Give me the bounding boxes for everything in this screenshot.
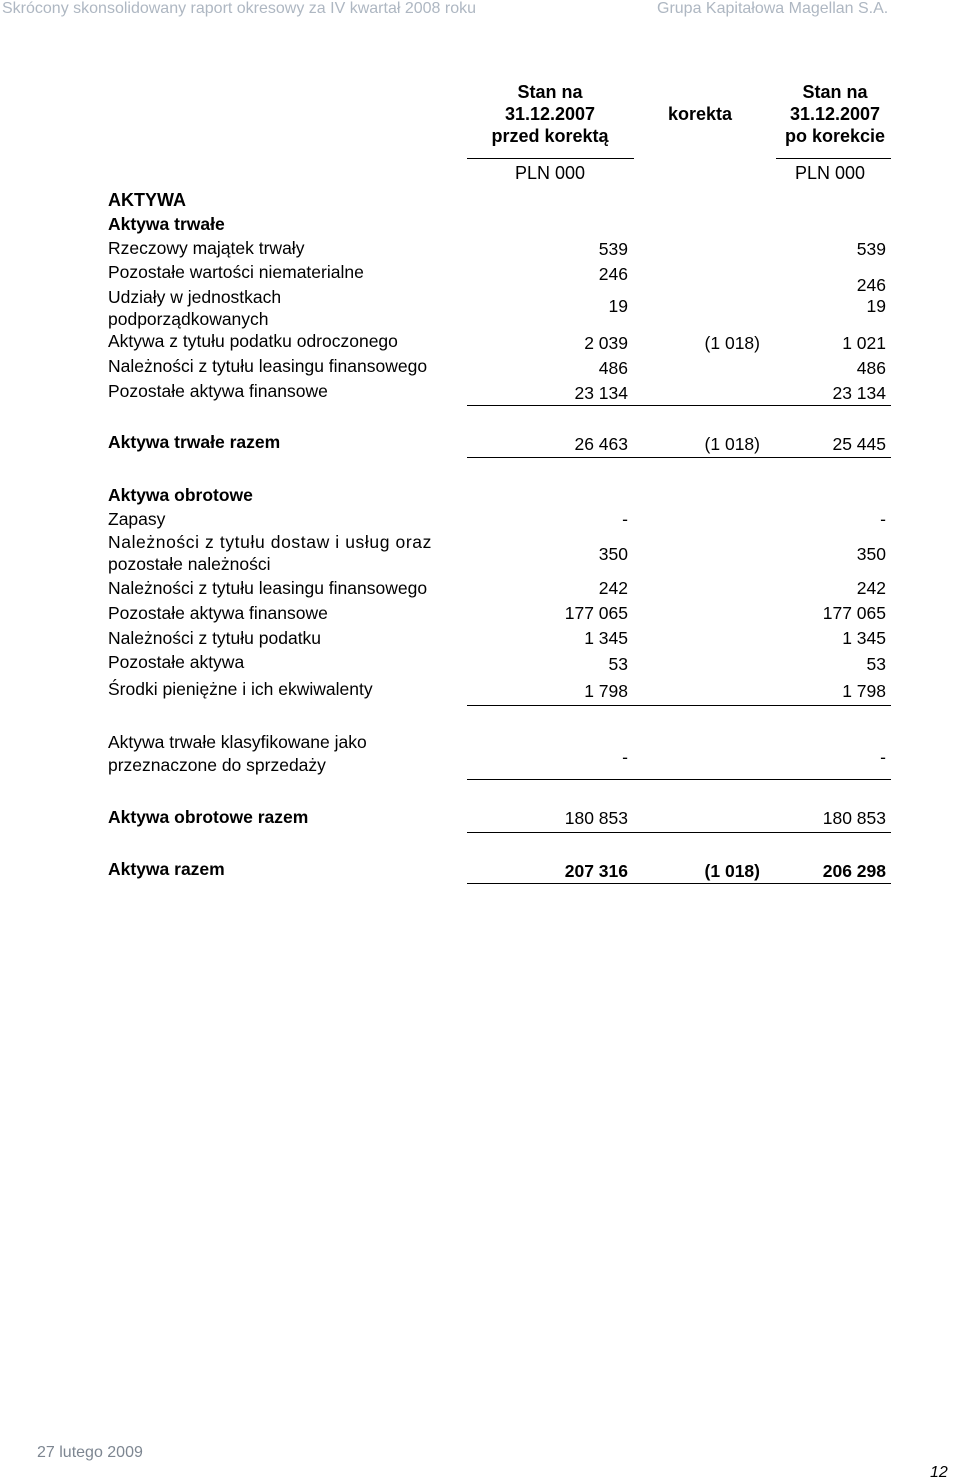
value-after: 246 xyxy=(856,275,886,295)
column-header-line: 31.12.2007 xyxy=(504,104,596,124)
section-title-current-assets: Aktywa obrotowe xyxy=(108,485,253,505)
value-after: 1 021 xyxy=(842,333,886,353)
value-before: 539 xyxy=(598,239,628,259)
value-after: 1 798 xyxy=(842,681,886,701)
company-name-header: Grupa Kapitałowa Magellan S.A. xyxy=(657,0,889,17)
currency-label: PLN 000 xyxy=(514,163,586,183)
row-label: Pozostałe wartości niematerialne xyxy=(108,262,364,282)
row-label: Udziały w jednostkach xyxy=(108,287,282,307)
value-before: 177 065 xyxy=(564,603,628,623)
value-before: 1 345 xyxy=(584,628,628,648)
value-after: 206 298 xyxy=(822,861,886,881)
value-before: 350 xyxy=(598,544,628,564)
total-rule xyxy=(467,832,891,833)
row-label: Zapasy xyxy=(108,509,166,529)
section-title-aktywa: AKTYWA xyxy=(108,190,186,210)
value-before: 19 xyxy=(608,296,628,316)
row-label-total: Aktywa trwałe razem xyxy=(108,432,281,452)
value-correction: (1 018) xyxy=(704,333,760,353)
value-after: - xyxy=(880,747,886,767)
value-before: 207 316 xyxy=(564,861,628,881)
value-before: 180 853 xyxy=(564,808,628,828)
value-before: 246 xyxy=(598,264,628,284)
value-before: 242 xyxy=(598,578,628,598)
row-label: podporządkowanych xyxy=(108,309,269,329)
row-label: Aktywa trwałe klasyfikowane jako xyxy=(108,732,367,752)
grand-total-rule xyxy=(467,883,891,884)
value-after: 539 xyxy=(856,239,886,259)
value-before: 53 xyxy=(608,654,628,674)
row-label: przeznaczone do sprzedaży xyxy=(108,755,326,775)
value-before: 23 134 xyxy=(574,383,628,403)
column-header-line: 31.12.2007 xyxy=(789,104,881,124)
value-before: 486 xyxy=(598,358,628,378)
total-rule xyxy=(467,457,891,458)
value-before: 2 039 xyxy=(584,333,628,353)
value-before: 26 463 xyxy=(574,434,628,454)
value-after: 180 853 xyxy=(822,808,886,828)
row-label: Pozostałe aktywa finansowe xyxy=(108,381,328,401)
value-before: 1 798 xyxy=(584,681,628,701)
column-header-before-correction xyxy=(470,81,630,147)
subtotal-rule xyxy=(467,779,891,780)
value-before: - xyxy=(622,509,628,529)
page-number: 12 xyxy=(930,1464,948,1481)
row-label: Pozostałe aktywa finansowe xyxy=(108,603,328,623)
row-label: Należności z tytułu podatku xyxy=(108,628,322,648)
subtotal-rule xyxy=(467,405,891,406)
currency-label: PLN 000 xyxy=(794,163,866,183)
value-after: 242 xyxy=(856,578,886,598)
row-label: Należności z tytułu dostaw i usług oraz xyxy=(108,532,432,552)
row-label: Należności z tytułu leasingu finansowego xyxy=(108,578,428,598)
row-label: Środki pieniężne i ich ekwiwalenty xyxy=(108,679,373,699)
value-after: 1 345 xyxy=(842,628,886,648)
column-header-after-correction xyxy=(760,81,910,147)
row-label: Rzeczowy majątek trwały xyxy=(108,238,305,258)
value-correction: (1 018) xyxy=(704,434,760,454)
row-label: Pozostałe aktywa xyxy=(108,652,245,672)
row-label-total: Aktywa obrotowe razem xyxy=(108,807,309,827)
column-header-line: po korekcie xyxy=(784,126,886,146)
row-label: Należności z tytułu leasingu finansowego xyxy=(108,356,428,376)
value-after: 486 xyxy=(856,358,886,378)
subtotal-rule xyxy=(467,705,891,706)
value-after: - xyxy=(880,509,886,529)
column-header-line: przed korektą xyxy=(491,126,609,146)
header-underline xyxy=(467,158,634,159)
row-label: pozostałe należności xyxy=(108,554,271,574)
value-after: 177 065 xyxy=(822,603,886,623)
value-after: 19 xyxy=(866,296,886,316)
value-after: 25 445 xyxy=(832,434,886,454)
report-title-header: Skrócony skonsolidowany raport okresowy za IV kwartał 2008 roku xyxy=(2,0,476,17)
column-header-correction: korekta xyxy=(667,104,733,124)
value-after: 53 xyxy=(866,654,886,674)
row-label-grand-total: Aktywa razem xyxy=(108,859,225,879)
column-header-line: Stan na xyxy=(517,82,583,102)
column-header-line: Stan na xyxy=(802,82,868,102)
footer-date: 27 lutego 2009 xyxy=(37,1444,143,1461)
header-underline xyxy=(776,158,891,159)
value-after: 23 134 xyxy=(832,383,886,403)
value-after: 350 xyxy=(856,544,886,564)
section-title-fixed-assets: Aktywa trwałe xyxy=(108,214,225,234)
value-before: - xyxy=(622,747,628,767)
row-label: Aktywa z tytułu podatku odroczonego xyxy=(108,331,398,351)
value-correction: (1 018) xyxy=(704,861,760,881)
